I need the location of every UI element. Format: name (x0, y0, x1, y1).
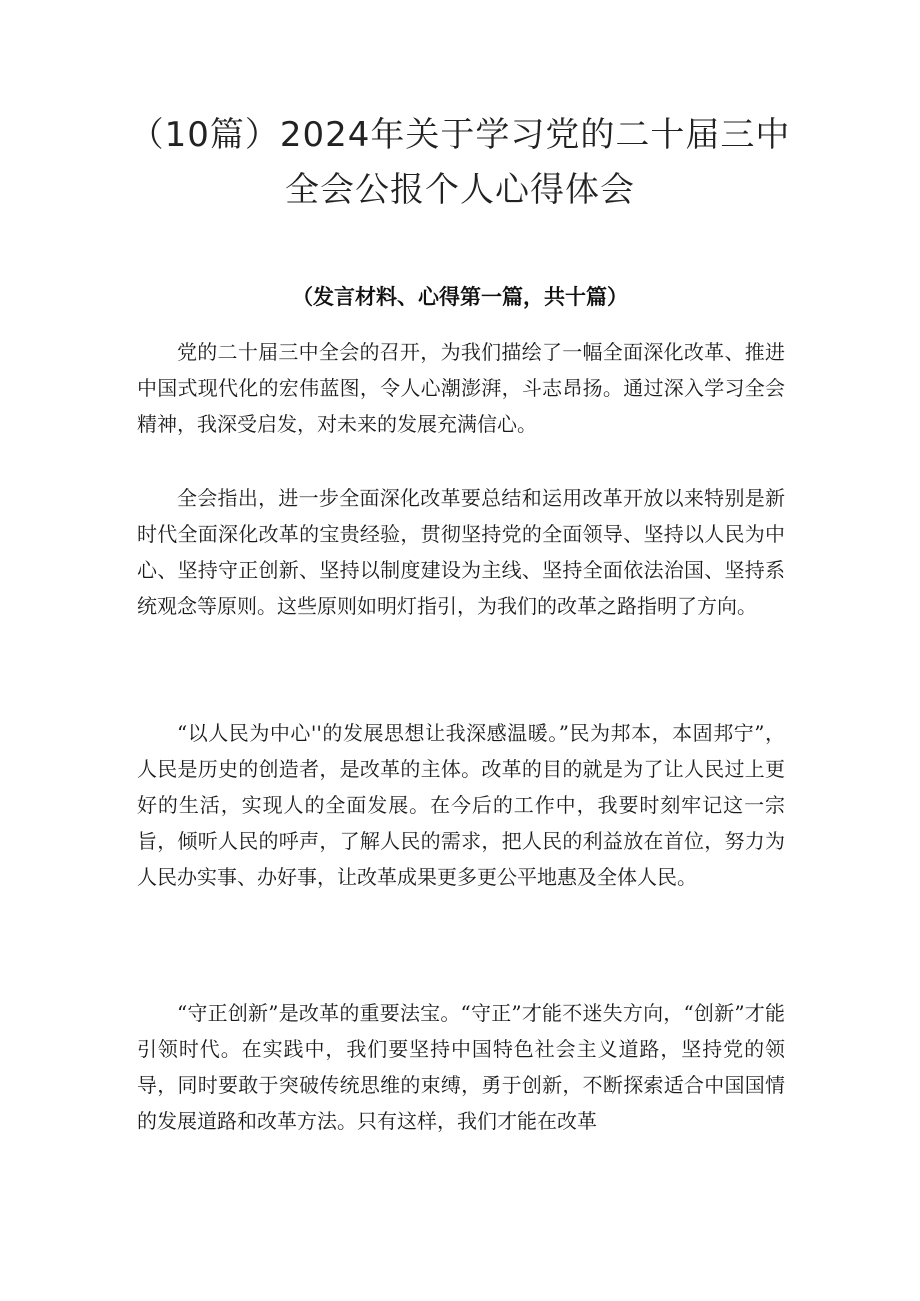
body-paragraph: “以人民为中心''的发展思想让我深感温暖。”民为邦本，本固邦宁”，人民是历史的创造者，是改革的主体。改革的目的就是为了让人民过上更好的生活，实现人的全面发展。在今后的工作中，我要时刻牢记这一宗旨，倾听人民的呼声，了解人民的需求，把人民的利益放在首位，努力为人民办实事、办好事，让改革成果更多更公平地惠及全体人民。 (137, 721, 785, 889)
body-paragraph: 党的二十届三中全会的召开，为我们描绘了一幅全面深化改革、推进中国式现代化的宏伟蓝图，令人心潮澎湃，斗志昂扬。通过深入学习全会精神，我深受启发，对未来的发展充满信心。 (137, 340, 785, 436)
document-title-line-1: （10篇）2024年关于学习党的二十届三中 (129, 115, 791, 155)
body-paragraph: 全会指出，进一步全面深化改革要总结和运用改革开放以来特别是新时代全面深化改革的宝贵经验，贯彻坚持党的全面领导、坚持以人民为中心、坚持守正创新、坚持以制度建设为主线、坚持全面依法治国、坚持系统观念等原则。这些原则如明灯指引，为我们的改革之路指明了方向。 (137, 486, 785, 618)
document-title (100, 108, 820, 218)
document-subtitle: （发言材料、心得第一篇，共十篇） (292, 285, 628, 309)
body-paragraph: “守正创新”是改革的重要法宝。“守正”才能不迷失方向，“创新”才能引领时代。在实践中，我们要坚持中国特色社会主义道路，坚持党的领导，同时要敢于突破传统思维的束缚，勇于创新，不断探索适合中国国情的发展道路和改革方法。只有这样，我们才能在改革 (137, 1001, 785, 1133)
document-title-line-2: 全会公报个人心得体会 (285, 170, 635, 210)
